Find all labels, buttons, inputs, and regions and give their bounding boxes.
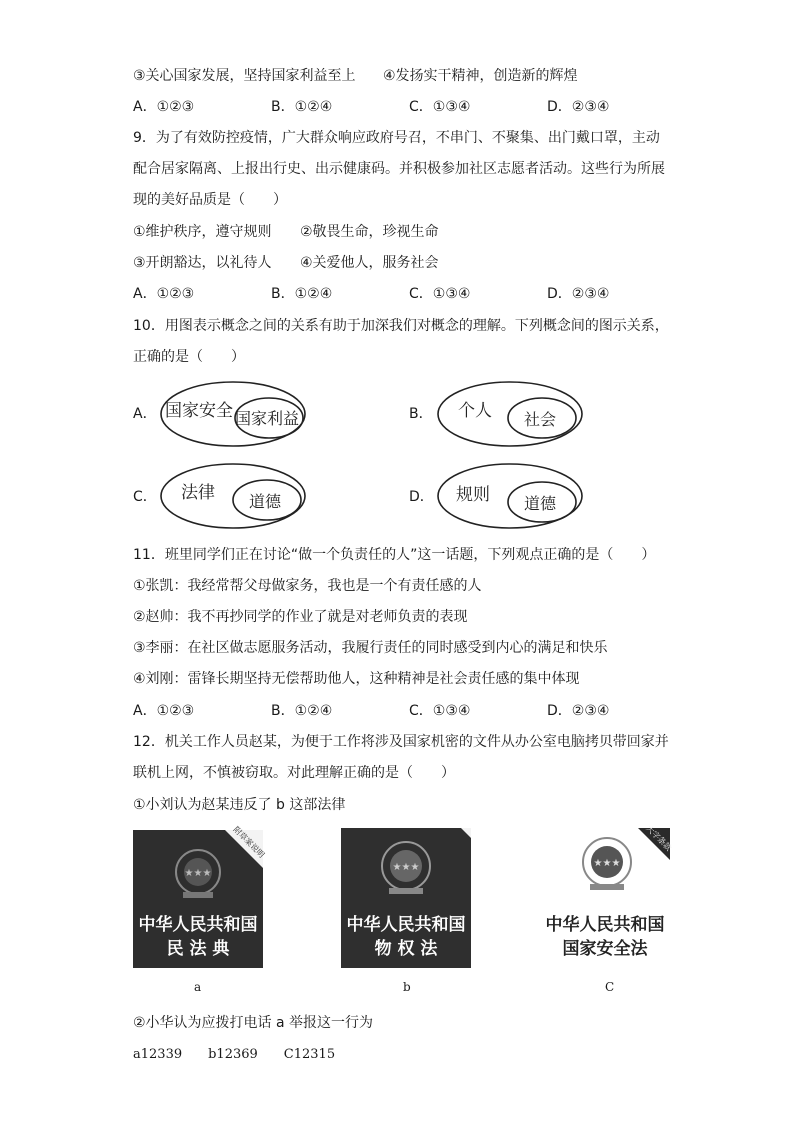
book-cover-a xyxy=(133,824,267,972)
q11-stem: 11．班里同学们正在讨论“做一个负责任的人”这一话题，下列观点正确的是（ ） xyxy=(133,547,656,563)
q10-diagram-d xyxy=(432,460,592,536)
q10-diagram-c xyxy=(155,460,315,536)
q12-stem-1: 12．机关工作人员赵某，为便于工作将涉及国家机密的文件从办公室电脑拷贝带回家并 xyxy=(133,734,669,750)
q9-statement-1: ①维护秩序，遵守规则 xyxy=(133,224,272,240)
q10-stem-2: 正确的是（ ） xyxy=(133,349,245,365)
q9-statement-2: ②敬畏生命，珍视生命 xyxy=(300,224,439,240)
q10-diagram-b xyxy=(432,378,592,454)
q10-b-outer-label: 个人 xyxy=(458,401,492,421)
q10-a-outer-label: 国家安全 xyxy=(165,401,233,421)
q11-option-d: D．②③④ xyxy=(547,703,610,719)
book-c-line1: 中华人民共和国 xyxy=(545,915,665,935)
q10-option-d-letter: D． xyxy=(409,489,434,505)
q10-stem-1: 10．用图表示概念之间的关系有助于加深我们对概念的理解。下列概念间的图示关系， xyxy=(133,318,669,334)
q9-statement-3: ③开朗豁达，以礼待人 xyxy=(133,255,272,271)
q11-option-c: C．①③④ xyxy=(409,703,471,719)
book-c-badge: 大字条款 xyxy=(644,823,674,853)
q10-c-inner-label: 道德 xyxy=(249,492,282,511)
book-b-line2: 物 权 法 xyxy=(374,939,438,959)
emblem-star-icon-b: ★★★ xyxy=(392,862,420,873)
emblem-star-icon-c: ★★★ xyxy=(593,858,621,869)
q10-d-outer-label: 规则 xyxy=(456,485,490,505)
q12-phone-options: a12339 b12369 C12315 xyxy=(133,1047,336,1062)
book-b-caption: b xyxy=(403,980,411,994)
book-cover-b xyxy=(341,828,471,972)
emblem-star-icon-a: ★★★ xyxy=(184,868,212,879)
book-cover-c xyxy=(540,823,674,972)
book-a-caption: a xyxy=(194,980,202,994)
q9-option-a: A．①②③ xyxy=(133,286,195,302)
book-c-line2: 国家安全法 xyxy=(562,939,648,959)
q9-stem-2: 配合居家隔离、上报出行史、出示健康码。并积极参加社区志愿者活动。这些行为所展 xyxy=(133,161,665,177)
book-a-line2: 民 法 典 xyxy=(166,939,230,959)
q12-statement-2: ②小华认为应拨打电话 a 举报这一行为 xyxy=(133,1015,374,1031)
q10-option-a-letter: A． xyxy=(133,406,157,422)
q9-stem-3: 现的美好品质是（ ） xyxy=(133,192,287,208)
q10-option-c-letter: C． xyxy=(133,489,157,505)
q11-option-a: A．①②③ xyxy=(133,703,195,719)
q10-b-inner-label: 社会 xyxy=(524,410,557,429)
q10-d-inner-label: 道德 xyxy=(524,494,557,513)
q9-option-b: B．①②④ xyxy=(271,286,333,302)
q8-statement-4: ④发扬实干精神，创造新的辉煌 xyxy=(383,68,578,84)
q9-option-d: D．②③④ xyxy=(547,286,610,302)
book-c-caption: C xyxy=(605,980,615,994)
q8-option-d: D．②③④ xyxy=(547,99,610,115)
q8-option-c: C．①③④ xyxy=(409,99,471,115)
q10-a-inner-label: 国家利益 xyxy=(235,409,300,428)
q9-option-c: C．①③④ xyxy=(409,286,471,302)
q8-option-a: A．①②③ xyxy=(133,99,195,115)
q12-stem-2: 联机上网，不慎被窃取。对此理解正确的是（ ） xyxy=(133,765,455,781)
q9-stem-1: 9．为了有效防控疫情，广大群众响应政府号召，不串门、不聚集、出门戴口罩，主动 xyxy=(133,130,660,146)
q11-statement-4: ④刘刚：雷锋长期坚持无偿帮助他人，这种精神是社会责任感的集中体现 xyxy=(133,671,580,687)
q10-c-outer-label: 法律 xyxy=(181,483,215,503)
q8-option-b: B．①②④ xyxy=(271,99,333,115)
q12-statement-1: ①小刘认为赵某违反了 b 这部法律 xyxy=(133,797,346,813)
q11-statement-3: ③李丽：在社区做志愿服务活动，我履行责任的同时感受到内心的满足和快乐 xyxy=(133,640,608,656)
q8-statement-3: ③关心国家发展，坚持国家利益至上 xyxy=(133,68,356,84)
q9-statement-4: ④关爱他人，服务社会 xyxy=(300,255,439,271)
book-a-line1: 中华人民共和国 xyxy=(138,915,258,935)
q11-option-b: B．①②④ xyxy=(271,703,333,719)
q10-diagram-a xyxy=(155,378,315,454)
q10-option-b-letter: B． xyxy=(409,406,433,422)
book-b-line1: 中华人民共和国 xyxy=(346,915,466,935)
q11-statement-1: ①张凯：我经常帮父母做家务，我也是一个有责任感的人 xyxy=(133,578,482,594)
book-a-badge: 附草案说明 xyxy=(231,824,267,860)
q11-statement-2: ②赵帅：我不再抄同学的作业了就是对老师负责的表现 xyxy=(133,609,468,625)
